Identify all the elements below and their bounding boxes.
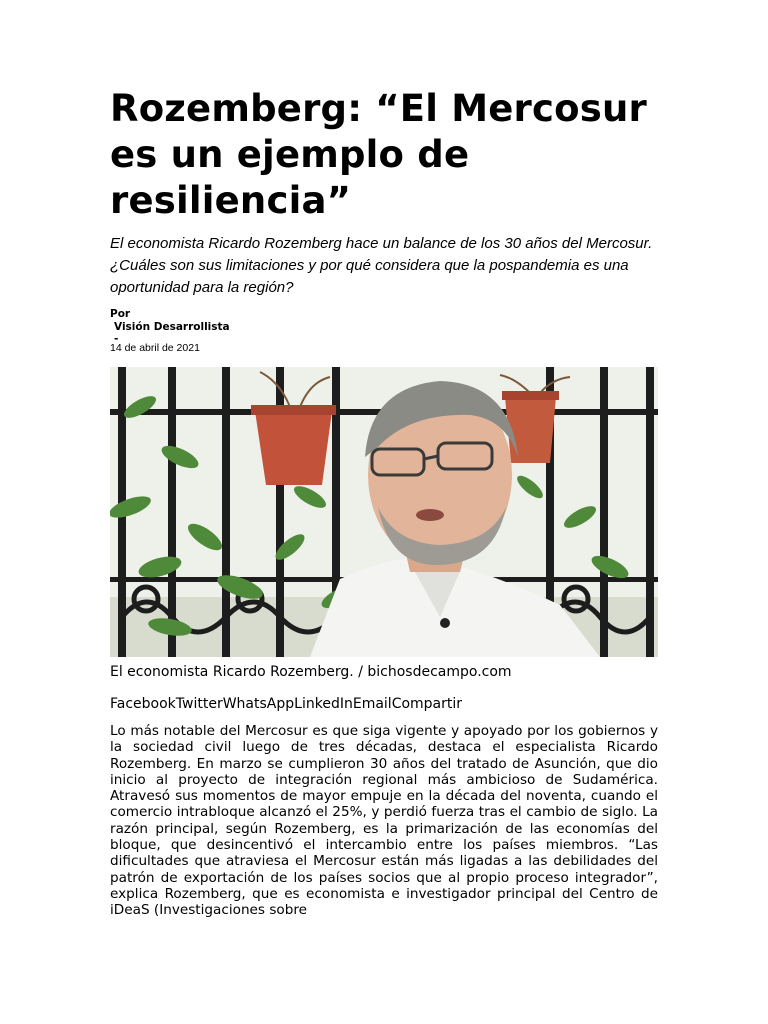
share-compartir-link[interactable]: Compartir [391, 696, 463, 712]
author-link[interactable]: Visión Desarrollista [114, 321, 230, 333]
share-bar [110, 694, 462, 714]
article-title: Rozemberg: “El Mercosur es un ejemplo de resiliencia” [110, 87, 647, 222]
article-photo [110, 367, 658, 657]
article-subtitle: El economista Ricardo Rozemberg hace un balance de los 30 años del Mercosur. ¿Cuáles son sus limitaciones y por qué considera que la pospandemia es una oportunidad para la región? [110, 235, 653, 296]
article-body-paragraph: Lo más notable del Mercosur es que siga vigente y apoyado por los gobiernos y la sociedad civil luego de tres décadas, destaca el especialista Ricardo Rozemberg. En marzo se cumplieron 30 años del tratado de Asunción, que dio inicio al proyecto de integración regional más ambicioso de Sudamérica. Atravesó sus momentos de mayor empuje en la década del noventa, cuando el comercio intrabloque alcanzó el 25%, y perdió fuerza tras el cambio de siglo. La razón principal, según Rozemberg, es la primarización de las economías del bloque, que desincentivó el intercambio entre los países miembros. “Las dificultades que atraviesa el Mercosur están más ligadas a las debilidades del patrón de exportación de los países socios que al propio proceso integrador”, explica Rozemberg, que es economista e investigador principal del Centro de iDeaS (Investigaciones sobre [110, 723, 658, 919]
byline-separator: - [114, 334, 119, 342]
publish-date: 14 de abril de 2021 [110, 342, 200, 354]
photo-caption: El economista Ricardo Rozemberg. / bichosdecampo.com [110, 664, 512, 680]
photo-illustration [110, 367, 658, 657]
byline [110, 308, 230, 355]
photo-mouth [416, 509, 444, 521]
share-whatsapp-link[interactable]: WhatsApp [222, 696, 295, 712]
photo-microphone [440, 618, 450, 628]
share-twitter-link[interactable]: Twitter [175, 696, 223, 712]
share-linkedin-link[interactable]: LinkedIn [294, 696, 353, 712]
byline-prefix: Por [110, 308, 131, 320]
share-email-link[interactable]: Email [352, 696, 392, 712]
share-facebook-link[interactable]: Facebook [110, 696, 176, 712]
